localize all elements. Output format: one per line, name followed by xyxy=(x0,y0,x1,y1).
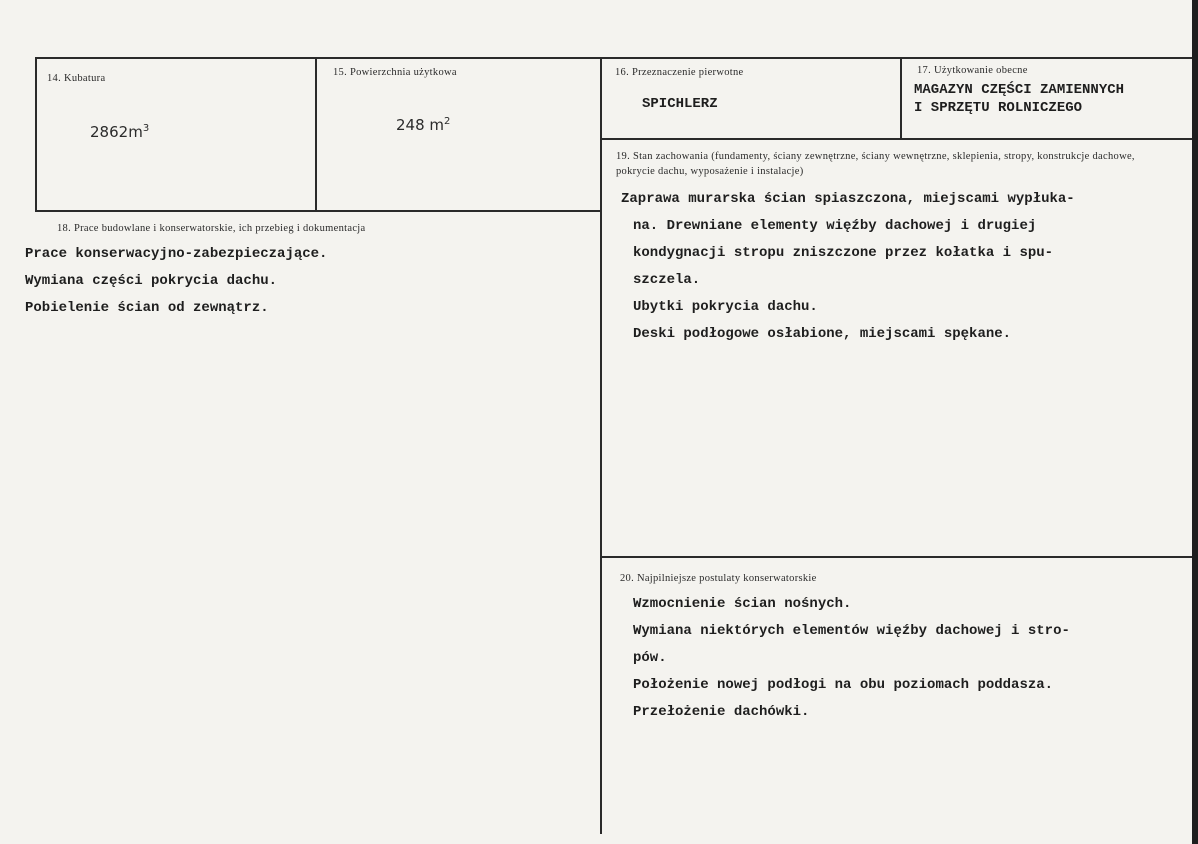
uzytkowanie-value xyxy=(914,81,1124,117)
stan-line: szczela. xyxy=(633,272,701,288)
divider-14-18 xyxy=(35,210,601,212)
kubatura-unit: m xyxy=(128,123,143,141)
przeznaczenie-label: 16. Przeznaczenie pierwotne xyxy=(615,67,744,78)
divider-14-15 xyxy=(315,57,317,211)
powierzchnia-unit: m xyxy=(429,116,445,134)
postulaty-line: Położenie nowej podłogi na obu poziomach poddasza. xyxy=(633,677,1054,693)
przeznaczenie-value: SPICHLERZ xyxy=(642,96,718,112)
divider-main xyxy=(600,57,602,834)
powierzchnia-unit-exp: 2 xyxy=(444,116,451,127)
uzytkowanie-line: I SPRZĘTU ROLNICZEGO xyxy=(914,100,1083,116)
postulaty-line: Przełożenie dachówki. xyxy=(633,704,810,720)
divider-top xyxy=(35,57,1192,59)
prace-label: 18. Prace budowlane i konserwatorskie, ich przebieg i dokumentacja xyxy=(57,223,366,234)
prace-line: Wymiana części pokrycia dachu. xyxy=(25,273,278,289)
powierzchnia-value xyxy=(396,116,450,134)
prace-line: Pobielenie ścian od zewnątrz. xyxy=(25,300,269,316)
prace-value xyxy=(25,241,327,322)
stan-line: na. Drewniane elementy więźby dachowej i drugiej xyxy=(633,218,1037,234)
kubatura-label: 14. Kubatura xyxy=(47,73,106,84)
kubatura-unit-exp: 3 xyxy=(142,123,150,134)
uzytkowanie-label: 17. Użytkowanie obecne xyxy=(917,65,1028,76)
kubatura-number: 2862 xyxy=(90,123,129,141)
divider-left-margin xyxy=(35,57,37,211)
powierzchnia-label: 15. Powierzchnia użytkowa xyxy=(333,67,457,78)
stan-line: kondygnacji stropu zniszczone przez kołatka i spu- xyxy=(633,245,1054,261)
stan-line: Zaprawa murarska ścian spiaszczona, miejscami wypłuka- xyxy=(621,191,1075,207)
postulaty-line: Wzmocnienie ścian nośnych. xyxy=(633,596,852,612)
divider-16-19 xyxy=(600,138,1192,140)
stan-zachowania-label: 19. Stan zachowania (fundamenty, ściany zewnętrzne, ściany wewnętrzne, sklepienia, stropy, konstrukcje dachowe, pokrycie dachu, wyposażenie i instalacje) xyxy=(616,151,1135,177)
kubatura-value xyxy=(90,123,149,141)
card-edge xyxy=(1192,0,1198,844)
divider-16-17 xyxy=(900,57,902,139)
stan-zachowania-value xyxy=(621,186,1075,348)
uzytkowanie-line: MAGAZYN CZĘŚCI ZAMIENNYCH xyxy=(914,82,1125,98)
prace-line: Prace konserwacyjno-zabezpieczające. xyxy=(25,246,328,262)
powierzchnia-number: 248 xyxy=(396,116,425,134)
stan-line: Ubytki pokrycia dachu. xyxy=(633,299,818,315)
divider-19-20 xyxy=(600,556,1192,558)
postulaty-value xyxy=(633,591,1070,726)
postulaty-line: Wymiana niektórych elementów więźby dachowej i stro- xyxy=(633,623,1070,639)
postulaty-label: 20. Najpilniejsze postulaty konserwatorskie xyxy=(620,573,817,584)
stan-line: Deski podłogowe osłabione, miejscami spękane. xyxy=(633,326,1012,342)
postulaty-line: pów. xyxy=(633,650,667,666)
